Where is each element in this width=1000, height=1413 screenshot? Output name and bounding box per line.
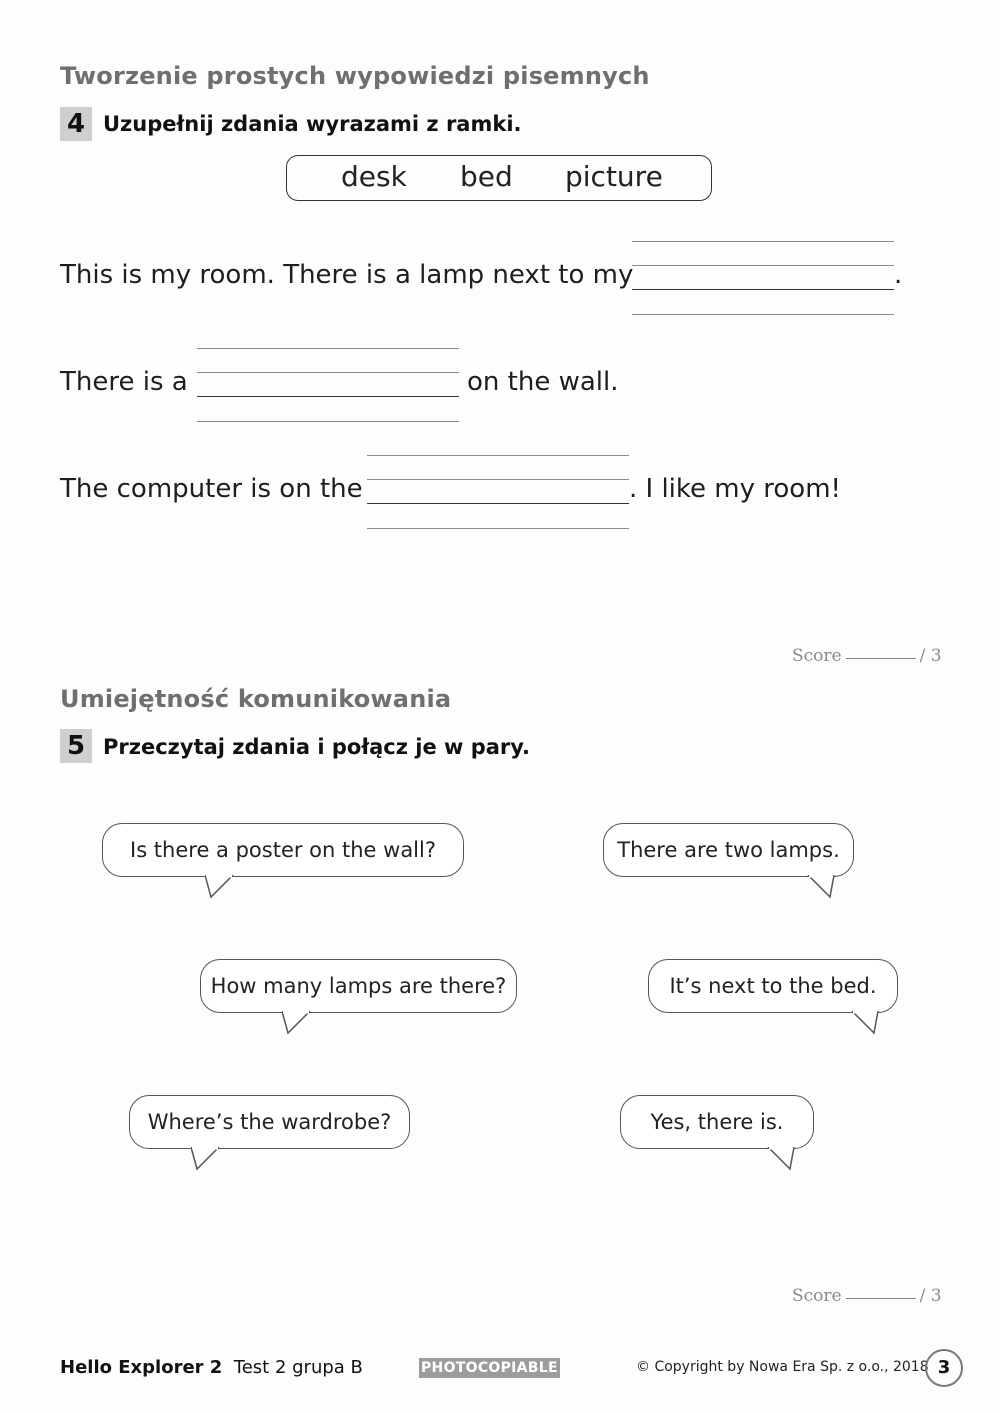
footer-title	[60, 1357, 363, 1378]
guide-line	[197, 348, 459, 349]
sentence-1-end: .	[894, 260, 903, 290]
answer-line	[632, 289, 894, 290]
guide-line	[632, 265, 894, 266]
word-picture: picture	[565, 160, 663, 193]
exercise-4-instruction: Uzupełnij zdania wyrazami z ramki.	[103, 112, 522, 136]
bubble-tail-icon	[850, 1011, 880, 1035]
test-name: Test 2 grupa B	[233, 1357, 363, 1378]
sentence-2-text: There is a	[60, 367, 188, 397]
exercise-number-4: 4	[60, 107, 92, 141]
sentence-2-end: on the wall.	[467, 367, 619, 397]
answer-blank-2[interactable]	[197, 348, 459, 422]
speech-bubble-right-1[interactable]: There are two lamps.	[603, 823, 854, 877]
book-title: Hello Explorer 2	[60, 1357, 223, 1378]
bubble-tail-icon	[205, 875, 235, 899]
word-desk: desk	[341, 160, 407, 193]
speech-bubble-right-2[interactable]: It’s next to the bed.	[648, 959, 898, 1013]
bubble-tail-icon	[806, 875, 836, 899]
score-label: Score	[792, 646, 842, 666]
score-total: / 3	[919, 1286, 942, 1306]
bubble-tail-icon	[766, 1147, 796, 1171]
guide-line	[632, 241, 894, 242]
sentence-3-text: The computer is on the	[60, 474, 363, 504]
bubble-tail-icon	[191, 1147, 221, 1171]
score-blank[interactable]	[846, 1298, 916, 1299]
answer-blank-3[interactable]	[367, 455, 629, 529]
score-blank[interactable]	[846, 658, 916, 659]
speech-bubble-left-3[interactable]: Where’s the wardrobe?	[129, 1095, 410, 1149]
score-label: Score	[792, 1286, 842, 1306]
page-number: 3	[925, 1349, 963, 1387]
section-title-communication: Umiejętność komunikowania	[60, 685, 452, 713]
guide-line	[632, 314, 894, 315]
section-title-writing: Tworzenie prostych wypowiedzi pisemnych	[60, 62, 650, 90]
word-bed: bed	[460, 160, 513, 193]
guide-line	[367, 455, 629, 456]
guide-line	[367, 479, 629, 480]
score-4	[792, 646, 942, 666]
speech-bubble-right-3[interactable]: Yes, there is.	[620, 1095, 814, 1149]
sentence-3-end: . I like my room!	[629, 474, 841, 504]
copyright-notice: © Copyright by Nowa Era Sp. z o.o., 2018	[636, 1359, 929, 1375]
guide-line	[197, 372, 459, 373]
answer-line	[367, 503, 629, 504]
guide-line	[367, 528, 629, 529]
guide-line	[197, 421, 459, 422]
sentence-1-text: This is my room. There is a lamp next to my	[60, 260, 634, 290]
exercise-5-instruction: Przeczytaj zdania i połącz je w pary.	[103, 735, 531, 759]
answer-line	[197, 396, 459, 397]
speech-bubble-left-2[interactable]: How many lamps are there?	[200, 959, 517, 1013]
speech-bubble-left-1[interactable]: Is there a poster on the wall?	[102, 823, 464, 877]
exercise-number-5: 5	[60, 729, 92, 763]
score-total: / 3	[919, 646, 942, 666]
answer-blank-1[interactable]	[632, 241, 894, 315]
score-5	[792, 1286, 942, 1306]
bubble-tail-icon	[282, 1011, 312, 1035]
photocopiable-badge: PHOTOCOPIABLE	[421, 1360, 558, 1376]
